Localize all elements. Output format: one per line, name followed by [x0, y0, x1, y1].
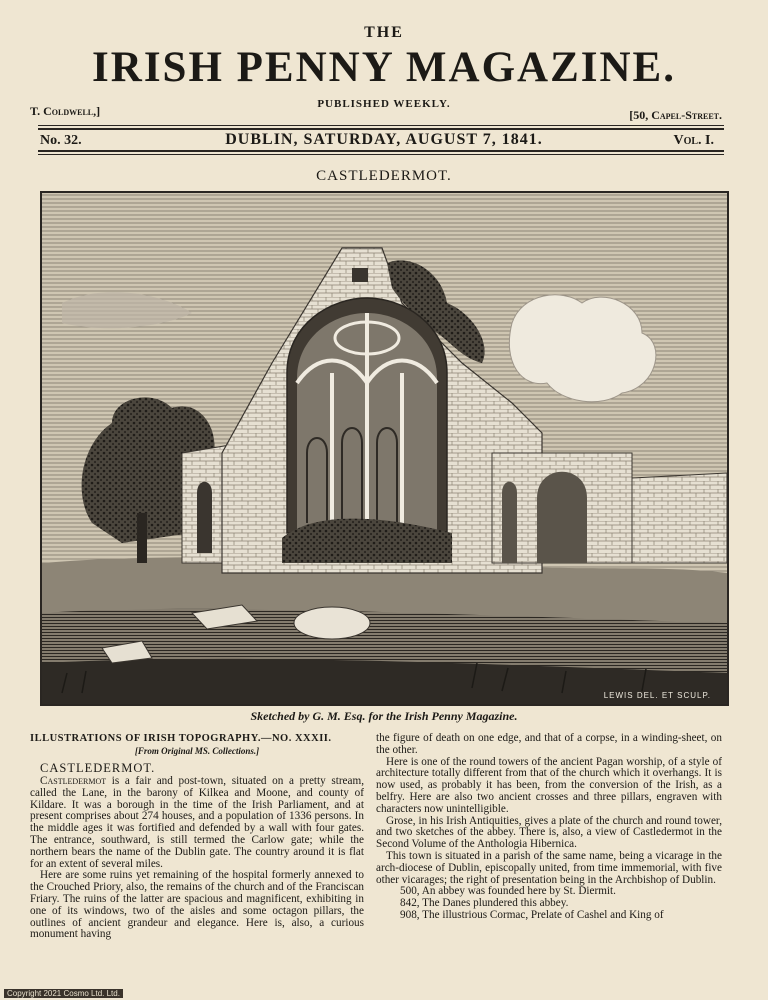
publisher-address: [50, Capel-Street.	[629, 108, 722, 122]
chronology-item: 908, The illustrious Cormac, Prelate of Cashel and King of	[400, 908, 664, 921]
engraving-caption: Sketched by G. M. Esq. for the Irish Penny Magazine.	[250, 709, 518, 723]
series-heading: ILLUSTRATIONS OF IRISH TOPOGRAPHY.—NO. XXXII.	[30, 733, 332, 744]
article-column-left	[30, 733, 364, 941]
article-paragraph: This town is situated in a parish of the same name, being a vicarage in the arch-diocese of Dublin, episcopally united, from time immemorial, with five other vicarages; the right of presentation being in the Archbishop of Dublin.	[376, 849, 722, 886]
published-weekly: PUBLISHED WEEKLY.	[317, 98, 451, 110]
article-column-right	[376, 733, 722, 922]
publisher-name: T. Coldwell,]	[30, 104, 101, 118]
issue-rule	[38, 150, 724, 152]
paragraph-text: is a fair and post-town, situated on a pretty stream, called the Lane, in the barony of Kilkea and Moone, and county of Kildare. It was a borough in the time of the Irish Parliament, and at present comprises about 274 houses, and a population of 1336 persons. In the middle ages it was fortified and defended by a wall with four gates. The entrance, southward, is still termed the Carlow gate; while the northern bears the name of the Dublin gate. The country around it is flat for an extent of several miles.	[30, 775, 364, 870]
ruined-abbey-engraving	[42, 193, 727, 704]
masthead-the: THE	[364, 24, 404, 41]
masthead-title: IRISH PENNY MAGAZINE.	[92, 44, 676, 91]
masthead-rule-top	[38, 125, 724, 126]
article-paragraph: the figure of death on one edge, and that of a corpse, in a winding-sheet, on the other.	[376, 732, 722, 756]
masthead-rule-top-thick	[38, 128, 724, 130]
source-note: [From Original MS. Collections.]	[134, 746, 260, 756]
section-title: CASTLEDERMOT.	[316, 168, 452, 184]
article-paragraph: Here is one of the round towers of the ancient Pagan worship, of a style of architecture totally different from that of the church which it overhangs. It is now used, as probably it has been, from the conversion of the Irish, as a belfry. Here are also two ancient crosses and three pillars, engraven with characters now unintelligible.	[376, 755, 722, 815]
engraver-signature: LEWIS DEL. ET SCULP.	[603, 691, 711, 700]
issue-date: DUBLIN, SATURDAY, AUGUST 7, 1841.	[225, 131, 543, 148]
issue-volume: Vol. I.	[673, 133, 714, 148]
issue-rule-thin	[38, 154, 724, 155]
engraving-illustration	[40, 191, 729, 706]
issue-number: No. 32.	[40, 133, 82, 148]
article-paragraph: Here are some ruins yet remaining of the hospital formerly annexed to the Crouched Priory, also, the remains of the church and of the Franciscan Friary. The ruins of the latter are spacious and magnificent, exhibiting in one of its windows, two of the aisles and some octagon pillars, the outlines of ancient grandeur and elegance. Here is, also, a curious monument having	[30, 869, 364, 941]
copyright-footer: Copyright 2021 Cosmo Ltd. Ltd.	[4, 989, 123, 998]
article-heading: CASTLEDERMOT.	[40, 761, 156, 775]
chronology-item: 500, An abbey was founded here by St. Diermit.	[400, 885, 616, 898]
chronology-item: 842, The Danes plundered this abbey.	[400, 897, 569, 910]
article-paragraph: Grose, in his Irish Antiquities, gives a plate of the church and round tower, and two sketches of the abbey. There is, also, a view of Castledermot in the Second Volume of the Anthologia Hibernica.	[376, 814, 722, 851]
lead-word: Castledermot	[40, 775, 107, 787]
article-paragraph	[30, 776, 364, 870]
